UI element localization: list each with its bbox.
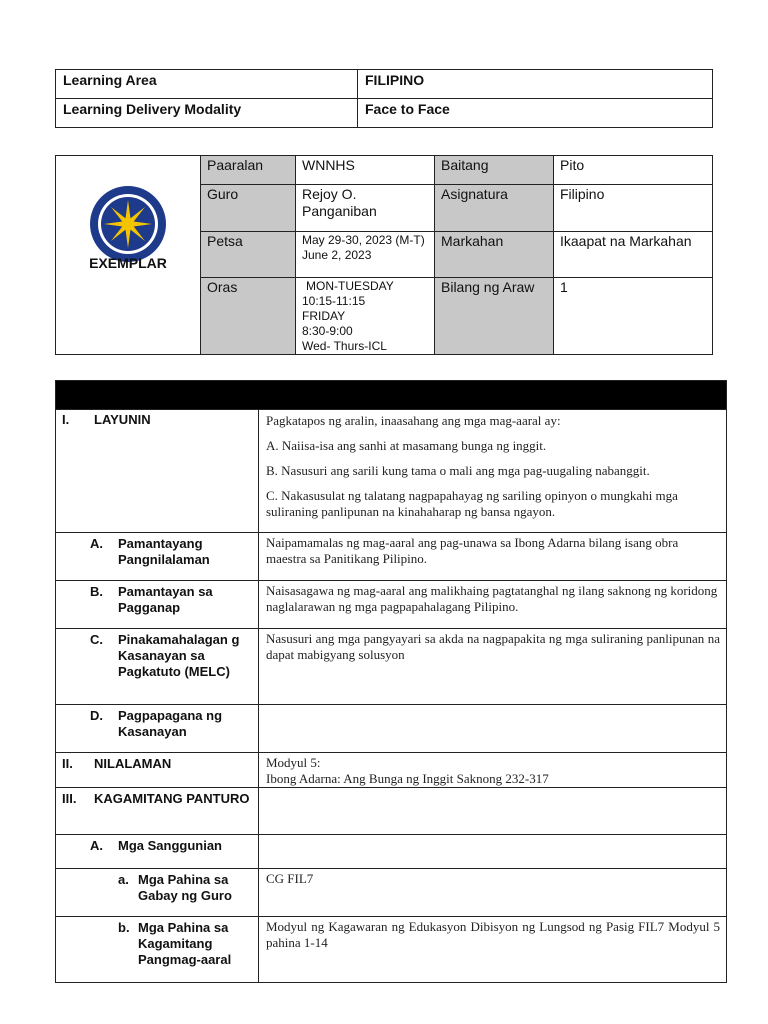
modality-label: Learning Delivery Modality — [56, 99, 358, 128]
table-row — [56, 917, 727, 983]
table-row — [56, 99, 713, 128]
melc-value: Nasusuri ang mga pangyayari sa akda na nagpapakita ng mga suliraning panlipunan na dapat mabigyang solusyon — [259, 629, 727, 705]
mga-sanggunian-value — [259, 835, 727, 869]
table-row — [56, 581, 727, 629]
pamantayang-pangnilalaman-value: Naipamamalas ng mag-aaral ang pag-unawa sa Ibong Adarna bilang isang obra maestra sa Panitikang Pilipino. — [259, 533, 727, 581]
lesson-info-table — [55, 155, 713, 355]
petsa-label: Petsa — [201, 232, 296, 278]
melc-label: C. Pinakamahalagan g Kasanayan sa Pagkatuto (MELC) — [56, 629, 259, 705]
paaralan-label: Paaralan — [201, 156, 296, 185]
pagpapagana-label: D. Pagpapagana ng Kasanayan — [56, 705, 259, 753]
asignatura-value: Filipino — [554, 185, 713, 232]
table-row — [56, 410, 727, 533]
table-row — [56, 869, 727, 917]
gabay-ng-guro-label: a. Mga Pahina sa Gabay ng Guro — [56, 869, 259, 917]
markahan-value: Ikaapat na Markahan — [554, 232, 713, 278]
guro-value: Rejoy O. Panganiban — [296, 185, 435, 232]
nilalaman-value: Modyul 5: Ibong Adarna: Ang Bunga ng Inggit Saknong 232-317 — [259, 753, 727, 788]
header-bar — [56, 381, 727, 410]
table-row — [56, 788, 727, 835]
table-row — [56, 705, 727, 753]
baitang-label: Baitang — [435, 156, 554, 185]
baitang-value: Pito — [554, 156, 713, 185]
pagpapagana-value — [259, 705, 727, 753]
lesson-exemplar-logo-cell — [56, 156, 201, 355]
kagamitang-pangmag-aaral-value: Modyul ng Kagawaran ng Edukasyon Dibisyon ng Lungsod ng Pasig FIL7 Modyul 5 pahina 1-14 — [259, 917, 727, 983]
table-row — [56, 533, 727, 581]
gabay-ng-guro-value: CG FIL7 — [259, 869, 727, 917]
table-row — [56, 156, 713, 185]
exemplar-label: EXEMPLAR — [89, 255, 167, 271]
kagamitang-panturo-value — [259, 788, 727, 835]
bilang-label: Bilang ng Araw — [435, 278, 554, 355]
lesson-plan-table — [55, 380, 727, 983]
table-row — [56, 629, 727, 705]
markahan-label: Markahan — [435, 232, 554, 278]
layunin-content: Pagkatapos ng aralin, inaasahang ang mga mag-aaral ay: A. Naiisa-isa ang sanhi at masamang bunga ng inggit. B. Nasusuri ang sarili kung tama o mali ang mga pag-uugaling nabanggit. C. Nakasusulat ng talatang nagpapahayag ng sariling opinyon o mungkahi mga suliraning panlipunan na kinahaharap ng bansa ngayon. — [259, 410, 727, 533]
learning-area-table — [55, 69, 713, 128]
lesson-label — [56, 236, 200, 254]
kagamitang-pangmag-aaral-label: b. Mga Pahina sa Kagamitang Pangmag-aaral — [56, 917, 259, 983]
paaralan-value: WNNHS — [296, 156, 435, 185]
mga-sanggunian-label: A. Mga Sanggunian — [56, 835, 259, 869]
asignatura-label: Asignatura — [435, 185, 554, 232]
table-row — [56, 70, 713, 99]
bilang-value: 1 — [554, 278, 713, 355]
modality-value: Face to Face — [358, 99, 713, 128]
table-header-row — [56, 381, 727, 410]
petsa-value: May 29-30, 2023 (M-T) June 2, 2023 — [296, 232, 435, 278]
pamantayang-pangnilalaman-label: A. Pamantayang Pangnilalaman — [56, 533, 259, 581]
nilalaman-label: II. NILALAMAN — [56, 753, 259, 788]
layunin-label: I. LAYUNIN — [56, 410, 259, 533]
table-row — [56, 753, 727, 788]
learning-area-label: Learning Area — [56, 70, 358, 99]
oras-label: Oras — [201, 278, 296, 355]
oras-value: MON-TUESDAY 10:15-11:15 FRIDAY 8:30-9:00 Wed- Thurs-ICL — [296, 278, 435, 355]
guro-label: Guro — [201, 185, 296, 232]
pamantayan-sa-pagganap-value: Naisasagawa ng mag-aaral ang malikhaing pagtatanghal ng ilang saknong ng koridong naglalarawan ng mga pagpapahalagang Pilipino. — [259, 581, 727, 629]
table-row — [56, 835, 727, 869]
kagamitang-panturo-label: III. KAGAMITANG PANTURO — [56, 788, 259, 835]
learning-area-value: FILIPINO — [358, 70, 713, 99]
pamantayan-sa-pagganap-label: B. Pamantayan sa Pagganap — [56, 581, 259, 629]
